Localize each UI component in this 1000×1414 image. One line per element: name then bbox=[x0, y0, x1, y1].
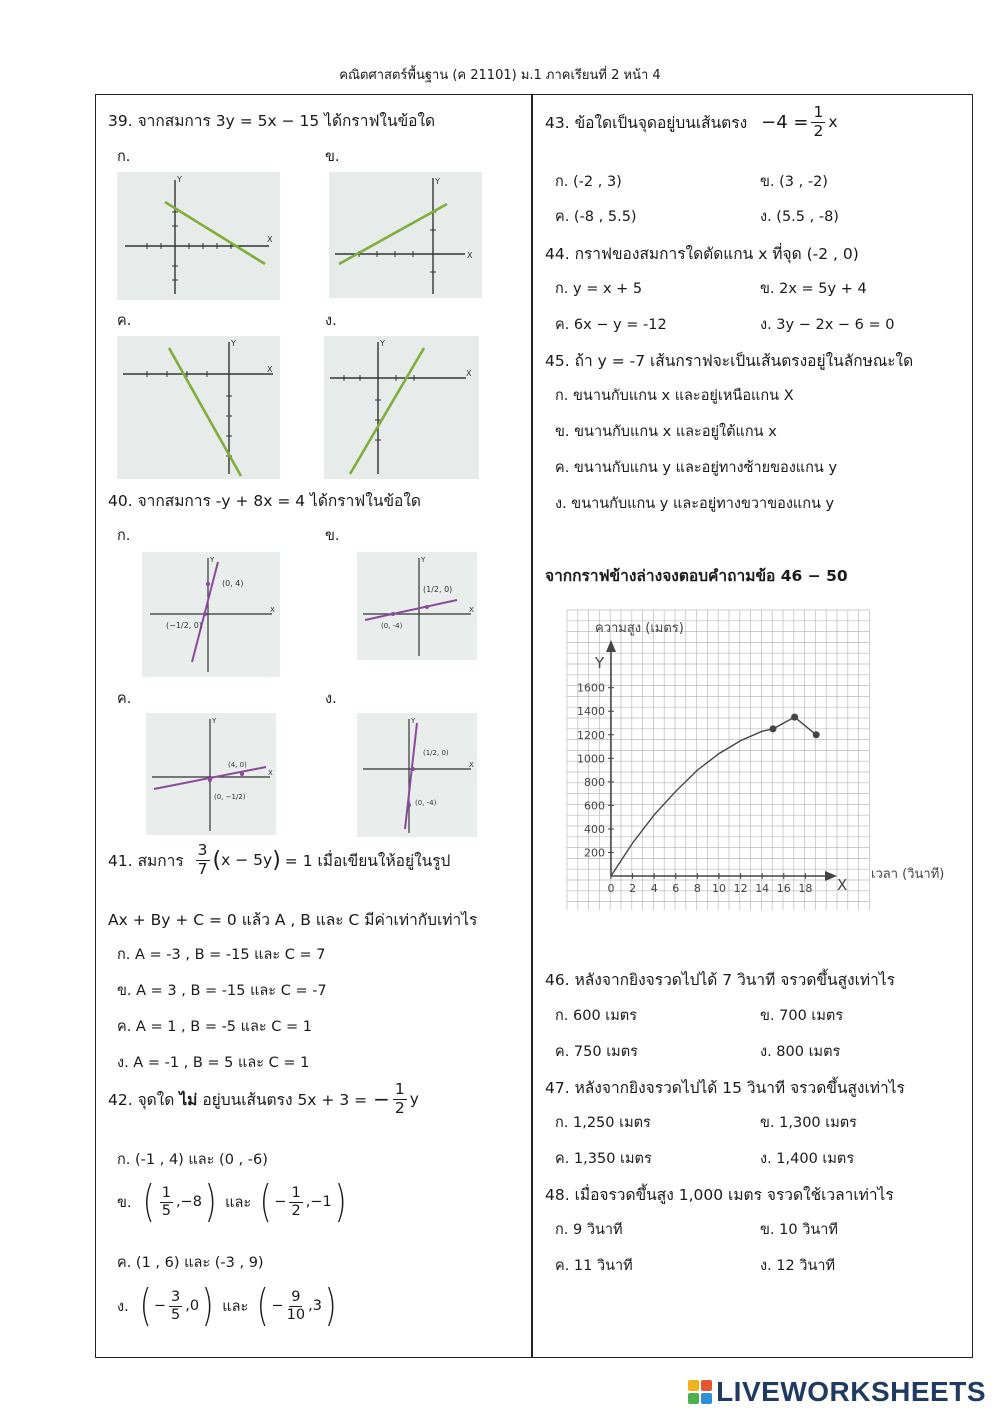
chart-y-axis-letter: Y bbox=[595, 654, 605, 672]
q39-choice-c-label: ค. bbox=[117, 313, 132, 329]
q40-choice-d-label: ง. bbox=[325, 691, 337, 707]
svg-text:Y: Y bbox=[411, 717, 416, 725]
q42-b-and: และ bbox=[225, 1194, 252, 1211]
q46-choice-d[interactable]: ง. 800 เมตร bbox=[760, 1044, 841, 1060]
q44-choice-d[interactable]: ง. 3y − 2x − 6 = 0 bbox=[760, 317, 895, 333]
y-tick-label: 600 bbox=[584, 799, 605, 813]
y-tick-label: 1000 bbox=[577, 752, 605, 766]
q40-graph-b[interactable] bbox=[357, 552, 477, 660]
q42-d-frac-1 bbox=[169, 1289, 182, 1323]
q41-choice-d[interactable]: ง. A = -1 , B = 5 และ C = 1 bbox=[117, 1055, 310, 1071]
rocket-height-chart bbox=[563, 606, 945, 922]
q42-bold-word: ไม่ bbox=[179, 1090, 198, 1109]
q41-expression: x − 5y bbox=[221, 851, 273, 870]
q40-c-point-2: (0, −1/2) bbox=[214, 793, 246, 801]
q43-prefix: 43. ข้อใดเป็นจุดอยู่บนเส้นตรง bbox=[545, 113, 748, 132]
svg-text:X: X bbox=[466, 369, 472, 378]
q42-choice-d[interactable]: ง. ( − $\frac{3}{5}$ ,0 ) และ ( − $\frac{9}{10}$ ,3 ) bbox=[117, 1280, 337, 1331]
q42-b1-rest: ,−8 bbox=[175, 1194, 202, 1210]
q48-choice-a[interactable]: ก. 9 วินาที bbox=[555, 1222, 623, 1238]
q44-text: 44. กราฟของสมการใดตัดแกน x ที่จุด (-2 , 0) bbox=[545, 245, 859, 263]
q47-text: 47. หลังจากยิงจรวดไปได้ 15 วินาที จรวดขึ้นสูงเท่าไร bbox=[545, 1079, 905, 1097]
q48-choice-d[interactable]: ง. 12 วินาที bbox=[760, 1258, 836, 1274]
q42-b2-den: 2 bbox=[291, 1202, 301, 1219]
q40-a-point-2: (−1/2, 0) bbox=[166, 621, 202, 630]
q42-fraction bbox=[393, 1081, 407, 1118]
q42-b2-num: 1 bbox=[291, 1184, 301, 1201]
q42-b1-num: 1 bbox=[161, 1184, 171, 1201]
svg-text:X: X bbox=[267, 235, 273, 244]
svg-text:X: X bbox=[469, 761, 474, 769]
q46-choice-b[interactable]: ข. 700 เมตร bbox=[760, 1008, 844, 1024]
q39-graph-c[interactable] bbox=[117, 336, 280, 479]
q42-d1-den: 5 bbox=[171, 1306, 181, 1323]
y-tick-label: 200 bbox=[584, 846, 605, 860]
x-axis-arrow bbox=[825, 871, 837, 881]
q47-choice-b[interactable]: ข. 1,300 เมตร bbox=[760, 1115, 857, 1131]
q40-choice-b-label: ข. bbox=[325, 528, 340, 544]
svg-text:X: X bbox=[270, 606, 275, 614]
q42-choice-a[interactable]: ก. (-1 , 4) และ (0 , -6) bbox=[117, 1152, 268, 1168]
y-tick-label: 1400 bbox=[577, 705, 605, 719]
q42-b-frac-1 bbox=[160, 1185, 173, 1219]
x-tick-label: 2 bbox=[629, 882, 637, 895]
x-tick-label: 4 bbox=[650, 882, 658, 895]
q41-choice-a[interactable]: ก. A = -3 , B = -15 และ C = 7 bbox=[117, 947, 326, 963]
page-header: คณิตศาสตร์พื้นฐาน (ค 21101) ม.1 ภาคเรียนที่ 2 หน้า 4 bbox=[339, 68, 661, 83]
q39-choice-b-label: ข. bbox=[325, 149, 340, 165]
logo-text: LIVEWORKSHEETS bbox=[716, 1376, 986, 1407]
column-divider bbox=[531, 94, 533, 1358]
q43-fraction bbox=[811, 104, 825, 141]
q42-minus: − bbox=[373, 1087, 390, 1112]
q41-frac-num: 3 bbox=[197, 841, 208, 859]
q39-graph-d[interactable] bbox=[324, 336, 479, 479]
q40-graph-d[interactable] bbox=[357, 713, 477, 837]
q39-graph-b[interactable] bbox=[329, 172, 482, 298]
q42-stem bbox=[108, 1081, 419, 1118]
q44-choice-b[interactable]: ข. 2x = 5y + 4 bbox=[760, 281, 867, 297]
data-point bbox=[813, 731, 820, 738]
x-tick-label: 12 bbox=[733, 882, 748, 895]
q42-d1-sign: − bbox=[153, 1298, 167, 1314]
q47-choice-d[interactable]: ง. 1,400 เมตร bbox=[760, 1151, 855, 1167]
q40-graph-c[interactable] bbox=[146, 713, 276, 835]
q42-d-and: และ bbox=[222, 1298, 249, 1315]
q42-choice-d-label: ง. bbox=[117, 1298, 129, 1315]
q45-choice-c[interactable]: ค. ขนานกับแกน y และอยู่ทางซ้ายของแกน y bbox=[555, 460, 838, 476]
q42-frac-den: 2 bbox=[394, 1098, 405, 1117]
q40-b-point-1: (1/2, 0) bbox=[423, 585, 453, 594]
q43-choice-c[interactable]: ค. (-8 , 5.5) bbox=[555, 209, 637, 225]
svg-text:X: X bbox=[267, 365, 273, 374]
x-tick-label: 14 bbox=[755, 882, 770, 895]
q44-choice-c[interactable]: ค. 6x − y = -12 bbox=[555, 317, 667, 333]
x-tick-label: 10 bbox=[712, 882, 726, 895]
q42-b-frac-2 bbox=[289, 1185, 302, 1219]
q42-d1-num: 3 bbox=[171, 1288, 181, 1305]
q39-graph-a[interactable] bbox=[117, 172, 280, 300]
q48-text: 48. เมื่อจรวดขึ้นสูง 1,000 เมตร จรวดใช้เวลาเท่าไร bbox=[545, 1186, 894, 1204]
q39-choice-d-label: ง. bbox=[325, 313, 337, 329]
x-tick-label: 8 bbox=[693, 882, 701, 895]
q41-fraction bbox=[196, 842, 210, 879]
q41-frac-den: 7 bbox=[197, 859, 208, 878]
x-tick-label: 18 bbox=[798, 882, 813, 895]
q42-choice-c[interactable]: ค. (1 , 6) และ (-3 , 9) bbox=[117, 1255, 264, 1271]
q41-choice-b[interactable]: ข. A = 3 , B = -15 และ C = -7 bbox=[117, 983, 327, 999]
q43-choice-a[interactable]: ก. (-2 , 3) bbox=[555, 174, 622, 190]
q41-suffix: = 1 เมื่อเขียนให้อยู่ในรูป bbox=[284, 851, 451, 870]
q47-choice-a[interactable]: ก. 1,250 เมตร bbox=[555, 1115, 651, 1131]
q42-d2-den: 10 bbox=[286, 1306, 306, 1323]
q41-line2: Ax + By + C = 0 แล้ว A , B และ C มีค่าเท่ากับเท่าไร bbox=[108, 911, 478, 929]
q39-text: 39. จากสมการ 3y = 5x − 15 ได้กราฟในข้อใด bbox=[108, 112, 436, 130]
q45-choice-a[interactable]: ก. ขนานกับแกน x และอยู่เหนือแกน X bbox=[555, 388, 794, 404]
q48-choice-b[interactable]: ข. 10 วินาที bbox=[760, 1222, 838, 1238]
q42-b2-sign: − bbox=[274, 1194, 287, 1210]
y-tick-label: 1200 bbox=[577, 728, 605, 742]
q40-choice-c-label: ค. bbox=[117, 691, 132, 707]
q44-choice-a[interactable]: ก. y = x + 5 bbox=[555, 281, 643, 297]
y-axis-arrow bbox=[606, 640, 616, 652]
svg-text:Y: Y bbox=[421, 556, 426, 564]
y-tick-label: 1600 bbox=[577, 681, 605, 695]
q40-a-point-1: (0, 4) bbox=[222, 579, 244, 588]
svg-text:Y: Y bbox=[177, 175, 182, 184]
q40-text: 40. จากสมการ -y + 8x = 4 ได้กราฟในข้อใด bbox=[108, 492, 421, 510]
q42-choice-b-label: ข. bbox=[117, 1194, 132, 1211]
q42-frac-num: 1 bbox=[394, 1080, 405, 1098]
q39-choice-a-label: ก. bbox=[117, 149, 131, 165]
q46-choice-c[interactable]: ค. 750 เมตร bbox=[555, 1044, 638, 1060]
q40-d-point-1: (1/2, 0) bbox=[423, 749, 449, 757]
q42-d-frac-2 bbox=[287, 1289, 305, 1323]
x-tick-label: 16 bbox=[776, 882, 791, 895]
q40-d-point-2: (0, -4) bbox=[415, 799, 437, 807]
q40-choice-a-label: ก. bbox=[117, 528, 131, 544]
svg-text:X: X bbox=[469, 606, 474, 614]
q43-frac-num: 1 bbox=[813, 103, 824, 121]
chart-ticks bbox=[577, 682, 812, 895]
chart-axes bbox=[606, 640, 837, 881]
q45-choice-b[interactable]: ข. ขนานกับแกน x และอยู่ใต้แกน x bbox=[555, 424, 777, 440]
q47-choice-c[interactable]: ค. 1,350 เมตร bbox=[555, 1151, 652, 1167]
q41-prefix: 41. สมการ bbox=[108, 851, 184, 870]
svg-text:Y: Y bbox=[212, 717, 217, 725]
q40-c-point-1: (4, 0) bbox=[228, 761, 247, 769]
chart-grid bbox=[567, 610, 869, 910]
q43-frac-den: 2 bbox=[813, 121, 824, 140]
q42-d1-rest: ,0 bbox=[185, 1298, 200, 1314]
y-tick-label: 800 bbox=[584, 775, 605, 789]
liveworksheets-logo[interactable] bbox=[688, 1376, 986, 1408]
q42-b2-rest: ,−1 bbox=[305, 1194, 332, 1210]
q41-choice-c[interactable]: ค. A = 1 , B = -5 และ C = 1 bbox=[117, 1019, 312, 1035]
q43-stem bbox=[545, 104, 838, 141]
chart-x-label: เวลา (วินาที) bbox=[871, 867, 945, 882]
svg-text:Y: Y bbox=[210, 556, 215, 564]
q42-d2-rest: ,3 bbox=[308, 1298, 322, 1314]
q43-choice-d[interactable]: ง. (5.5 , -8) bbox=[760, 209, 839, 225]
graph-heading: จากกราฟข้างล่างจงตอบคำถามข้อ 46 − 50 bbox=[545, 567, 848, 585]
q43-choice-b[interactable]: ข. (3 , -2) bbox=[760, 174, 828, 190]
q42-d2-num: 9 bbox=[291, 1288, 301, 1305]
q40-b-point-2: (0, -4) bbox=[381, 622, 403, 630]
x-tick-label: 0 bbox=[607, 882, 615, 895]
chart-y-label: ความสูง (เมตร) bbox=[595, 621, 684, 636]
q46-text: 46. หลังจากยิงจรวดไปได้ 7 วินาที จรวดขึ้นสูงเท่าไร bbox=[545, 971, 895, 989]
q46-choice-a[interactable]: ก. 600 เมตร bbox=[555, 1008, 638, 1024]
svg-text:X: X bbox=[268, 769, 273, 777]
q42-mid: อยู่บนเส้นตรง 5x + 3 = bbox=[202, 1090, 368, 1109]
q43-var: x bbox=[828, 113, 838, 132]
liveworksheets-icon bbox=[688, 1380, 712, 1404]
svg-text:X: X bbox=[467, 251, 473, 260]
data-point bbox=[791, 714, 798, 721]
q42-prefix: 42. จุดใด bbox=[108, 1090, 175, 1109]
chart-x-axis-letter: X bbox=[837, 876, 848, 894]
q45-choice-d[interactable]: ง. ขนานกับแกน y และอยู่ทางขวาของแกน y bbox=[555, 496, 835, 512]
x-tick-label: 6 bbox=[672, 882, 680, 895]
q45-text: 45. ถ้า y = -7 เส้นกราฟจะเป็นเส้นตรงอยู่ในลักษณะใด bbox=[545, 352, 914, 370]
svg-text:Y: Y bbox=[231, 339, 236, 348]
svg-text:Y: Y bbox=[380, 339, 385, 348]
height-curve bbox=[611, 717, 816, 876]
q41-stem: 41. สมการ $\frac{3}{7}$ ( x − 5y ) = 1 เมื่อเขียนให้อยู่ในรูป bbox=[108, 841, 451, 878]
q42-choice-b[interactable]: ข. ( $\frac{1}{5}$ ,−8 ) และ ( − $\frac{1}{2}$ ,−1 ) bbox=[117, 1176, 347, 1227]
q42-b1-den: 5 bbox=[161, 1202, 171, 1219]
q48-choice-c[interactable]: ค. 11 วินาที bbox=[555, 1258, 633, 1274]
y-tick-label: 400 bbox=[584, 822, 605, 836]
q42-d2-sign: − bbox=[271, 1298, 284, 1314]
svg-text:Y: Y bbox=[435, 177, 440, 186]
q40-graph-a[interactable] bbox=[142, 552, 280, 677]
data-point bbox=[770, 725, 777, 732]
q42-var: y bbox=[409, 1090, 419, 1109]
q43-lhs: −4 = bbox=[761, 111, 809, 133]
